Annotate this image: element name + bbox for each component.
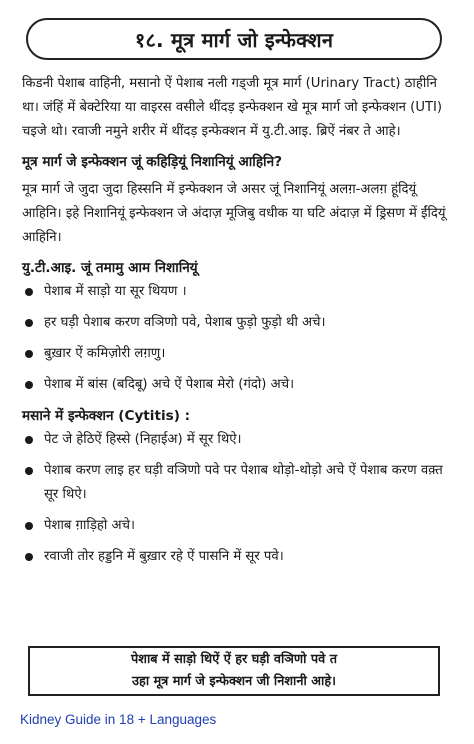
bullet-icon bbox=[25, 467, 33, 475]
common-symptoms-list bbox=[22, 280, 454, 397]
list-item: पेशाब में बांस (बदिबू) अचे ऐं पेशाब मेरो (गंदो) अचे। bbox=[22, 373, 454, 397]
bullet-icon bbox=[25, 553, 33, 561]
bullet-icon bbox=[25, 350, 33, 358]
key-note-line: पेशाब में साड़ो थिऐं ऐं हर घड़ी वञिणो पवे त bbox=[130, 652, 338, 667]
list-item: पेशाब ग़ाड़िहो अचे। bbox=[22, 514, 454, 538]
list-item: बुख़ार ऐं कमिज़ोरी लग़णु। bbox=[22, 342, 454, 366]
title-box bbox=[26, 18, 442, 60]
list-item: पेशाब में साड़ो या सूर थियण । bbox=[22, 280, 454, 304]
symptoms-paragraph: मूत्र मार्ग जे जुदा जुदा हिस्सनि में इन्फेक्शन जे असर जूं निशानियूं अलग़-अलग़ हूंदियूं आहिनि। इहे निशानियूं इन्फेक्शन जे अंदाज़ मूजिबु वधीक या घटि अंदाज़ में ड्रिसण में ईंदियूं आहिनि। bbox=[22, 182, 446, 245]
section-heading-symptoms-question: मूत्र मार्ग जे इन्फेक्शन जूं कहिड़ियूं निशानियूं आहिनि? bbox=[22, 154, 282, 170]
section-heading-cystitis: मसाने में इन्फेक्शन (Cytitis) : bbox=[22, 408, 191, 424]
key-note-box bbox=[28, 646, 440, 696]
chapter-title: १८. मूत्र मार्ग जो इन्फेक्शन bbox=[134, 27, 334, 52]
section-heading-common-symptoms: यु.टी.आइ. जूं तमामु आम निशानियूं bbox=[22, 260, 198, 276]
cystitis-symptoms-list bbox=[22, 428, 454, 569]
bullet-icon bbox=[25, 522, 33, 530]
list-item: हर घड़ी पेशाब करण वञिणो पवे, पेशाब फुड़ो फुड़ो थी अचे। bbox=[22, 311, 454, 335]
key-note-line: उहा मूत्र मार्ग जे इन्फेक्शन जी निशानी आहे। bbox=[132, 674, 336, 689]
list-item: रवाजी तोर हड्डनि में बुख़ार रहे ऐं पासनि में सूर पवे। bbox=[22, 545, 454, 569]
bullet-icon bbox=[25, 381, 33, 389]
bullet-icon bbox=[25, 436, 33, 444]
list-item: पेशाब करण लाइ हर घड़ी वञिणो पवे पर पेशाब थोड़ो-थोड़ो अचे ऐं पेशाब करण वक़्त सूर थिऐ। bbox=[22, 459, 454, 507]
footer-caption: Kidney Guide in 18 + Languages bbox=[20, 712, 217, 727]
list-item: पेट जे हेठिऐं हिस्से (निहाईअ) में सूर थिऐ। bbox=[22, 428, 454, 452]
bullet-icon bbox=[25, 319, 33, 327]
bullet-icon bbox=[25, 288, 33, 296]
intro-paragraph: किडनी पेशाब वाहिनी, मसानो ऐं पेशाब नली गड्जी मूत्र मार्ग (Urinary Tract) ठाहीनि था। जंहिं में बेक्टेरिया या वाइरस वसीले थींदड़ इन्फेक्शन खे मूत्र मार्ग जो इन्फेक्शन (UTI) चइजे थो। रवाजी नमुने शरीर में थींदड़ इन्फेक्शन में यु.टी.आइ. ब्रिऐं नंबर ते आहे। bbox=[22, 76, 443, 139]
content-body bbox=[22, 72, 454, 576]
